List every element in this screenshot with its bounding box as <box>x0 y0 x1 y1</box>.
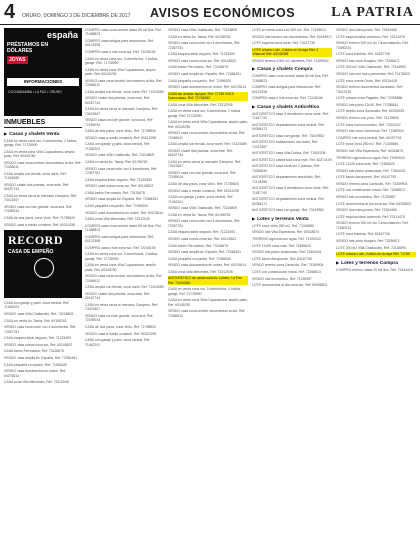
classified-ad: VENDO terreno 500 m2 Av. Circunvalación, Ref: 71690034 <box>336 41 409 50</box>
classified-ad: CASA en venta zona sur, 3 dormitorios, 2 baños, garaje, Ref: 71728990 <box>85 56 159 65</box>
classified-ad: CASA esquina ideal negocio, Ref: 71223490 <box>168 52 235 57</box>
classified-ad: CASA pequeña con jardín, Ref: 71956320 <box>85 203 149 208</box>
classified-ad: LOTE zona Kantuta, Ref: 60187726 <box>336 52 390 57</box>
classified-ad: CASA en venta zona Villa Copacabana, amplio patio, Ref: 60345780 <box>4 150 75 159</box>
classified-ad: LOTE 12x25 zona este, Ref: 72456620 <box>336 162 395 167</box>
classified-ad: VENDO terreno documentos saneados, Ref: 73412239 <box>336 85 403 94</box>
classified-ad: VENDO casa Villa Challacollo, Ref: 73218809 <box>168 206 238 211</box>
ad-text: COCHABAMBA • LA PAZ • ORURO <box>8 90 62 94</box>
classified-ad: CASA en venta cerca al mercado Campero, Ref: 73421567 <box>168 159 241 169</box>
classified-ad: VENDO casa a medio construir, Ref: 60312298 <box>168 188 240 193</box>
classified-ad: CASA en venta Av. Tacna, Ref: 60198763 <box>85 159 148 164</box>
classified-ad: CASA en venta Av. Tacna, Ref: 60198763 <box>168 212 231 217</box>
classified-ad: CASA zona Villa Mercedes, Ref: 73312045 <box>168 102 233 107</box>
page-number: 4 <box>4 1 16 23</box>
classified-ad: COMPRO lote zona central, Ref: 60297763 <box>336 135 402 140</box>
classified-ad: VENDO casa zona norte con 4 dormitorios, Ref: 72357781 <box>168 41 241 50</box>
subcategory-heading: ▶ Casas y chalets Venta <box>4 131 82 137</box>
classified-ad: VENDO casa nueva zona sur, Ref: 60145522 <box>4 342 73 347</box>
newspaper-logo: LA PATRIA <box>331 5 414 20</box>
classified-ad: LOTE documentos al día zona sur, Ref: 60398821 <box>336 201 412 206</box>
classified-ad: VENDO casa zona norte con 4 dormitorios, Ref: 72357781 <box>85 166 158 175</box>
classified-ad: LOTE en venta zona sud 300 m2, Ref: 71678812 <box>252 28 326 32</box>
classified-ad: LOTE urbano zona Pagador, Ref: 72398856 <box>336 96 403 101</box>
classified-ad: COMPRO casa zona central hasta 80 mil $us, Ref: 71458823 <box>252 74 329 83</box>
classified-ad: VENDO casa a medio construir, Ref: 60312298 <box>4 222 76 227</box>
classified-ad: VENDO casa a medio construir, Ref: 60312298 <box>85 331 157 336</box>
classified-ad: VENDO lote con muro perimetral, Ref: 71476623 <box>336 71 410 76</box>
classified-ad: LOTE esquina ideal comercio, Ref: 72314478 <box>336 214 405 219</box>
section-title: AVISOS ECONÓMICOS <box>150 6 296 20</box>
classified-ad: LOTE barrio Aeropuerto, Ref: 60167790 <box>336 175 397 180</box>
classified-ad: CASA en venta zona sur, 3 dormitorios, 2 baños, garaje, Ref: 71728990 <box>168 287 242 296</box>
classified-ad: CASA amplia con tienda, zona norte, Ref: 71324589 <box>85 89 164 94</box>
classified-ad: LOTE barrio Aeropuerto, Ref: 60167790 <box>252 256 313 261</box>
classified-ad: ANTICRÉTICO departamento zona central, Ref: 60354471 <box>252 197 325 206</box>
classified-ad: VENDO casa amplia Av. España, Ref: 72084451 <box>4 355 78 360</box>
ad-badge: JOYAS <box>9 57 26 63</box>
classified-ad: VENDO terreno 1000 m2 carretera, Ref: 72189902 <box>252 58 329 63</box>
classified-ad: LOTE 300 m2 Villa Challacollo, Ref: 72145590 <box>336 65 407 70</box>
classified-ad: VENDO casa con lote grande, zona sud, Ref: 72189034 <box>85 118 154 127</box>
subcategory-heading: ▶ Casas y chalets Anticrético <box>252 104 332 110</box>
classified-ad: CASA barrio Ferroviario, Ref: 73126678 <box>4 349 64 354</box>
classified-ad: ANTICRÉTICO casita sola zona este, Ref: 60271109 <box>252 157 332 162</box>
classified-ad: COMPRO casa antigua para refaccionar, Ref: 60123398 <box>85 39 154 48</box>
classified-ad: VENDO casa zona central, documentos al día, Ref: 72456611 <box>168 309 246 318</box>
classified-ad: CASA barrio Ferroviario, Ref: 73126678 <box>168 243 228 248</box>
classified-ad: VENDO terreno zona Caracollo, Ref: 73389904 <box>252 263 324 268</box>
classified-ad: VENDO casa zona central, documentos al día, Ref: 72456611 <box>85 78 163 87</box>
classified-ad: CASA pequeña con jardín, Ref: 71956320 <box>4 362 68 367</box>
classified-ad: ANTICRÉTICO casa 3 dormitorios zona norte, Ref: 71187740 <box>252 111 329 120</box>
subcategory-heading: ▶ Lotes y terrenos Compra <box>336 260 416 266</box>
classified-ad: CASA en venta zona Villa Copacabana, amplio patio, Ref: 60345780 <box>168 298 248 307</box>
classified-ad: CASA en venta zona Villa Copacabana, amplio patio, Ref: 60345780 <box>85 263 156 272</box>
classified-ad: CASA barrio Ferroviario, Ref: 73126678 <box>168 65 228 70</box>
classified-ad: VENDO lote zona Huajara, Ref: 73256671 <box>336 239 400 244</box>
classified-ad: CASA en venta zona Villa Copacabana, amplio patio, Ref: 60345780 <box>168 120 248 129</box>
subcategory-heading: ▶ Casas y chalets Compra <box>252 66 332 72</box>
classified-ad: VENDO casa documentos en orden, Ref: 60276614 <box>85 210 164 215</box>
classified-ad: LOTE 300 m2 Villa Challacollo, Ref: 72145590 <box>336 245 407 250</box>
column-3 <box>168 28 248 542</box>
classified-ad: LOTE esquina ideal comercio, Ref: 72314478 <box>336 34 405 39</box>
classified-ad: ANTICRÉTICO habitaciones con baño, Ref: 72013367 <box>252 140 318 149</box>
column-2 <box>85 28 164 542</box>
classified-ad: VENDO lote zona Vichuloma, Ref: 71389920 <box>336 129 404 134</box>
classified-ad: VENDO casa amplia Av. España, Ref: 72084451 <box>85 197 159 202</box>
classified-ad: VENDO casa documentos en orden, Ref: 60276614 <box>168 85 247 90</box>
ad-band: INFORMACIONES <box>7 78 79 86</box>
ad-record <box>4 230 82 298</box>
classified-ad: COMPRO casa o lote zona sur, Ref: 72245106 <box>252 96 323 101</box>
classified-ad: LOTE con construcción inicial, Ref: 72268813 <box>252 269 321 274</box>
highlighted-ad: LOTE urbano Lote, 4 lados en Arraya Ref: 2 Villarroel Ref: 63146058 <box>252 48 332 57</box>
classified-ad: VENDO chalet dos plantas, zona este, Ref: 60187744 <box>168 148 234 158</box>
classified-ad: CASA en venta zona sur, 3 dormitorios, 2 baños, garaje, Ref: 71728990 <box>168 109 242 118</box>
classified-ad: CASA en venta Av. Tacna, Ref: 60198763 <box>4 318 67 323</box>
classified-ad: VENDO casa con lote grande, zona sud, Ref: 72189034 <box>168 170 237 180</box>
classified-ad: CASA esquina ideal negocio, Ref: 71223490 <box>85 177 152 182</box>
classified-ad: VENDO casa nueva zona sur, Ref: 60145522 <box>168 58 237 63</box>
classified-ad: LOTE zona nueva Oruro, Ref: 60224418 <box>336 78 398 83</box>
ad-tagline: PRÉSTAMOS EN DÓLARES <box>7 42 49 54</box>
classified-ad: LOTE zona sud económico, Ref: 72201147 <box>336 122 401 127</box>
classified-ad: VENDO lote Villa Esperanza, Ref: 60318874 <box>252 230 320 235</box>
classified-ad: VENDO casa con lote grande, zona sud, Ref: 72189034 <box>4 205 73 214</box>
classified-ad: LOTE con construcción inicial, Ref: 72268813 <box>336 188 405 193</box>
classified-ad: TERRENO agrícola con agua, Ref: 73190043 <box>252 236 321 241</box>
classified-ad: VENDO chalet dos plantas, zona este, Ref: 60187744 <box>85 96 151 105</box>
classified-ad: ANTICRÉTICO casa con garaje, Ref: 73419982 <box>252 208 324 213</box>
classified-ad: VENDO terreno con pozo, Ref: 73178806 <box>336 115 399 120</box>
classified-ad: COMPRO casa zona central hasta 80 mil $us, Ref: 71458823 <box>85 28 162 37</box>
classified-ad: COMPRO casa o lote zona sur, Ref: 72245106 <box>85 50 156 54</box>
classified-ad: CASA esquina ideal negocio, Ref: 71223490 <box>4 336 71 341</box>
classified-ad: VENDO casa a medio construir, Ref: 60312298 <box>85 135 157 140</box>
classified-ad: VENDO lote plano 12x30, Ref: 71258844 <box>336 102 399 107</box>
classified-ad: ANTICRÉTICO casa con garaje, Ref: 73419982 <box>252 133 324 138</box>
classified-ad: COMPRO casa o lote zona sur, Ref: 72245106 <box>85 245 156 250</box>
dateline: ORURO, DOMINGO 3 DE DICIEMBRE DE 2017 <box>22 13 131 19</box>
classified-ad: CASA con garaje y patio, zona central, Ref: 71462201 <box>4 301 70 310</box>
classified-ad: VENDO dos lotes juntos, Ref: 73154466 <box>336 28 397 32</box>
classified-ad: CASA de dos pisos, zona Vinto, Ref: 71785520 <box>85 129 157 134</box>
ad-record-sub: CASA DE EMPEÑO <box>8 249 54 255</box>
classified-ad: CASA zona Villa Mercedes, Ref: 73312045 <box>4 380 69 385</box>
classified-ad: LOTE esquina zona norte, Ref: 73247735 <box>252 41 315 46</box>
classified-ad: LOTE amplio zona Socamani, Ref: 60345519 <box>336 109 405 114</box>
highlighted-ad: LOTE urbano Lote, 4 lados en Arraya Ref: 71786 <box>336 252 416 256</box>
classified-ad: LOTE 12x25 zona este, Ref: 72456620 <box>252 243 311 248</box>
classified-ad: ANTICRÉTICO casa 3 dormitorios zona norte, Ref: 71187740 <box>252 186 329 195</box>
classified-ad: VENDO casa zona norte con 4 dormitorios, Ref: 72357781 <box>168 219 241 228</box>
classified-ad: VENDO chalet dos plantas, zona este, Ref: 60187744 <box>4 183 70 192</box>
ad-record-logo-icon <box>34 258 54 278</box>
classified-ad: CASA en venta Av. Tacna, Ref: 60198763 <box>168 34 231 39</box>
category-heading: INMUEBLES <box>4 119 82 128</box>
classified-ad: VENDO casa Villa Challacollo, Ref: 73218809 <box>85 153 155 158</box>
classified-ad: LOTE zona Kantuta, Ref: 60187726 <box>336 232 390 237</box>
classified-ad: CASA amplia con tienda, zona norte, Ref: 71324589 <box>4 172 67 181</box>
classified-ad: LOTE zona Vinto 250 m2, Ref: 71345566 <box>336 142 399 147</box>
column-5 <box>336 28 416 542</box>
classified-ad: CASA de dos pisos, zona Vinto, Ref: 71785520 <box>4 216 76 220</box>
classified-ad: VENDO casa zona central, documentos al día, Ref: 72456611 <box>168 131 246 140</box>
classified-ad: VENDO casa zona central, documentos al día, Ref: 72456611 <box>4 161 82 170</box>
classified-ad: VENDO dos lotes juntos, Ref: 73154466 <box>336 208 397 213</box>
page-header <box>0 0 420 25</box>
classified-ad: COMPRO terreno hasta 20 mil $us, Ref: 73344418 <box>336 267 413 272</box>
classified-ad: VENDO casa nueva zona sur, Ref: 60145522 <box>85 184 154 189</box>
classified-ad: CASA en venta cerca al mercado Campero, Ref: 73421567 <box>85 107 158 116</box>
classified-ad: CASA esquina ideal negocio, Ref: 71223490 <box>168 230 235 235</box>
classified-ad: VENDO lote económico, Ref: 71239987 <box>252 276 312 281</box>
classified-ad: COMPRO casa zona central hasta 80 mil $us, Ref: 71458823 <box>85 223 162 233</box>
classified-ad: CASA zona Villa Mercedes, Ref: 73312045 <box>168 269 233 274</box>
classified-ad: COMPRO casa antigua para refaccionar, Ref: 60123398 <box>252 85 321 94</box>
highlighted-ad: CASA sin acabar Iquique, Ref: 71786 04/19 Domocasas, Ref: 71734062 <box>168 92 248 101</box>
ad-brand: españa <box>46 30 78 40</box>
classified-ad: ANTICRÉTICO casa zona sur 2 plantas, Ref: 73365540 <box>252 164 320 173</box>
classified-ad: VENDO casa amplia Av. España, Ref: 72084451 <box>168 250 242 255</box>
classified-ad: CASA en venta zona sur, 3 dormitorios, 2 baños, garaje, Ref: 71728990 <box>4 139 78 148</box>
classified-ad: VENDO casa documentos en orden, Ref: 60276614 <box>4 369 67 378</box>
classified-ad: CASA en venta cerca al mercado Campero, Ref: 73421567 <box>4 194 77 203</box>
classified-ad: CASA zona Villa Mercedes, Ref: 73312045 <box>85 217 150 222</box>
classified-ad: VENDO lote urbano con documentos, Ref: 60249917 <box>252 34 332 39</box>
classified-ad: VENDO lote económico, Ref: 71239987 <box>336 195 396 200</box>
classified-ad: VENDO casa con lote grande, zona sud, Ref: 72189034 <box>85 313 154 323</box>
classified-ad: VENDO lote Villa Esperanza, Ref: 60318874 <box>336 148 404 153</box>
classified-ad: VENDO lote plano urbanizado, Ref: 71564431 <box>252 250 322 255</box>
classified-ad: LOTE documentos al día zona sur, Ref: 60398821 <box>252 283 328 288</box>
classified-ad: CASA amplia con tienda, zona norte, Ref: 71324589 <box>85 285 164 290</box>
classified-ad: COMPRO casa antigua para refaccionar, Ref: 60123398 <box>85 234 154 244</box>
subcategory-heading: ▶ Lotes y terrenos Venta <box>252 216 332 222</box>
classified-ad: CASA amplia con tienda, zona norte, Ref: 71324589 <box>168 142 247 147</box>
classified-ad: VENDO casa Villa Challacollo, Ref: 73218809 <box>4 312 74 316</box>
classified-ad: CASA barrio Ferroviario, Ref: 73126678 <box>85 190 145 195</box>
classified-ad: CASA de dos pisos, zona Vinto, Ref: 71785520 <box>168 181 240 186</box>
classified-ad: VENDO casa zona norte con 4 dormitorios, Ref: 72357781 <box>4 325 77 334</box>
highlighted-ad: ANTICRÉTICO de casita sola Av. Lameu, La Paz Ref: 73434300 <box>168 276 248 285</box>
column-4 <box>252 28 332 542</box>
classified-ad: VENDO casa nueva zona sur, Ref: 60145522 <box>168 236 237 241</box>
classified-ad: VENDO terreno 500 m2 Av. Circunvalación, Ref: 71690034 <box>336 221 409 230</box>
classified-ad: VENDO casa Villa Challacollo, Ref: 73218809 <box>168 28 238 32</box>
classified-ad: VENDO casa documentos en orden, Ref: 60276614 <box>168 263 247 268</box>
classified-ad: CASA pequeña con jardín, Ref: 71956320 <box>168 78 232 83</box>
classified-ad: VENDO terreno zona Caracollo, Ref: 73389904 <box>336 181 408 186</box>
classified-ad: VENDO lote zona Huajara, Ref: 73256671 <box>336 58 400 63</box>
classified-ad: ANTICRÉTICO departamento zona central, Ref: 60354471 <box>252 122 325 131</box>
classified-ad: CASA con garaje y patio, zona central, Ref: 71462201 <box>85 338 151 347</box>
ad-espana <box>4 28 82 116</box>
classified-ad: TERRENO agrícola con agua, Ref: 73190043 <box>336 155 405 160</box>
classified-ad: ANTICRÉTICO casa Villa Dorina, Ref: 71552208 <box>252 151 326 156</box>
ad-record-title: RECORD <box>8 233 64 247</box>
classified-ad: VENDO chalet dos plantas, zona este, Ref: 60187744 <box>85 291 151 301</box>
classified-ad: CASA con garaje y patio, zona central, Ref: 71462201 <box>168 195 234 204</box>
classified-ad: VENDO casa zona central, documentos al día, Ref: 72456611 <box>85 274 163 283</box>
classified-ad: LOTE zona Vinto 250 m2, Ref: 71345566 <box>252 223 315 228</box>
classified-ad: CASA en venta zona Villa Copacabana, amplio patio, Ref: 60345780 <box>85 67 156 76</box>
column-1 <box>4 28 82 542</box>
classified-ad: CASA con garaje y patio, zona central, Ref: 71462201 <box>85 142 151 151</box>
classified-ad: CASA en venta cerca al mercado Campero, Ref: 73421567 <box>85 302 158 312</box>
classified-ad: CASA de dos pisos, zona Vinto, Ref: 71785520 <box>85 324 157 329</box>
classified-ad: VENDO lote plano urbanizado, Ref: 71564431 <box>336 168 406 173</box>
classified-ad: CASA pequeña con jardín, Ref: 71956320 <box>168 256 232 261</box>
classified-ad: ANTICRÉTICO departamento amoblado, Ref: 72134456 <box>252 175 321 184</box>
classified-ad: CASA en venta zona sur, 3 dormitorios, 2 baños, garaje, Ref: 71728990 <box>85 252 159 261</box>
classified-ad: VENDO casa amplia Av. España, Ref: 72084451 <box>168 71 242 76</box>
